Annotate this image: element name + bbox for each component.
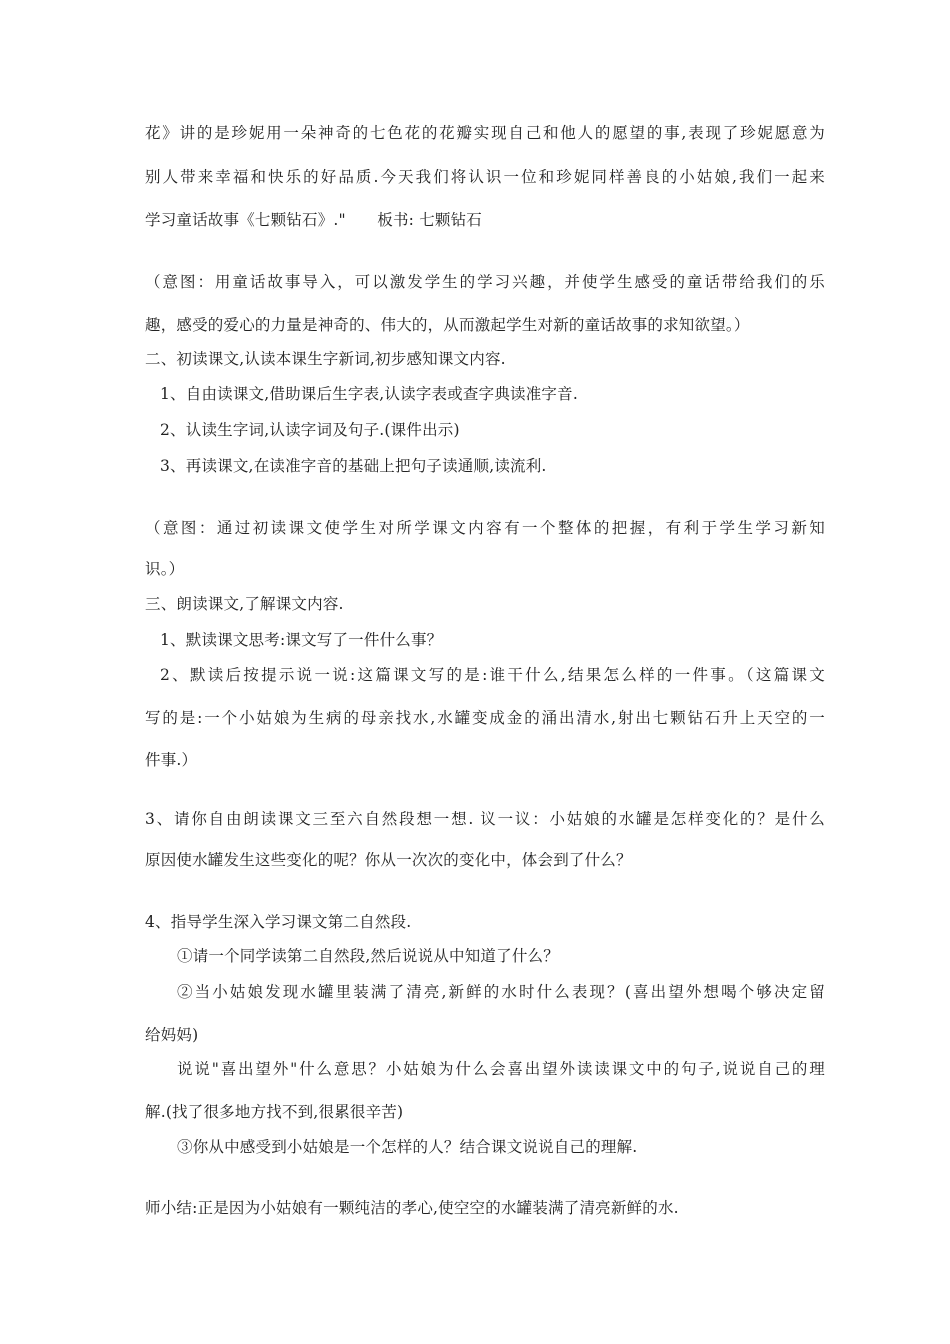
list-item: 2、默读后按提示说一说:这篇课文写的是:谁干什么,结果怎么样的一件事。（这篇课文	[160, 666, 825, 684]
intent-note-line: 趣，感受的爱心的力量是神奇的、伟大的，从而激起学生对新的童话故事的求知欲望。）	[145, 316, 750, 334]
paragraph-line: 3、请你自由朗读课文三至六自然段想一想. 议一议：小姑娘的水罐是怎样变化的？是什么	[145, 810, 825, 828]
list-item: 2、认读生字词,认读字词及句子.(课件出示)	[160, 421, 460, 439]
paragraph-line: 解.(找了很多地方找不到,很累很辛苦)	[145, 1103, 404, 1121]
paragraph-line: 说说"喜出望外"什么意思？小姑娘为什么会喜出望外读读课文中的句子,说说自己的理	[177, 1060, 825, 1078]
paragraph-line: 花》讲的是珍妮用一朵神奇的七色花的花瓣实现自己和他人的愿望的事,表现了珍妮愿意为	[145, 124, 825, 142]
paragraph-line: 别人带来幸福和快乐的好品质.今天我们将认识一位和珍妮同样善良的小姑娘,我们一起来	[145, 168, 825, 186]
paragraph-line: 原因使水罐发生这些变化的呢？你从一次次的变化中，体会到了什么？	[145, 851, 632, 869]
list-item: 1、自由读课文,借助课后生字表,认读字表或查字典读准字音.	[160, 385, 578, 403]
sub-item: ③你从中感受到小姑娘是一个怎样的人？结合课文说说自己的理解.	[177, 1138, 638, 1156]
paragraph-line: 写的是:一个小姑娘为生病的母亲找水,水罐变成金的涌出清水,射出七颗钻石升上天空的一	[145, 709, 825, 727]
list-item: 1、默读课文思考:课文写了一件什么事？	[160, 631, 443, 649]
section-heading: 二、初读课文,认读本课生字新词,初步感知课文内容.	[145, 350, 506, 368]
intent-note-line: 识。）	[145, 560, 185, 578]
section-heading: 三、朗读课文,了解课文内容.	[145, 595, 344, 613]
paragraph-line: 件事.）	[145, 751, 198, 769]
sub-item: ②当小姑娘发现水罐里装满了清亮,新鲜的水时什么表现？(喜出望外想喝个够决定留	[177, 983, 825, 1001]
intent-note-line: （意图：通过初读课文使学生对所学课文内容有一个整体的把握，有利于学生学习新知	[145, 519, 825, 537]
intent-note-line: （意图：用童话故事导入，可以激发学生的学习兴趣，并使学生感受的童话带给我们的乐	[145, 273, 825, 291]
sub-item: ①请一个同学读第二自然段,然后说说从中知道了什么？	[177, 947, 559, 965]
paragraph-line: 学习童话故事《七颗钻石》." 板书: 七颗钻石	[145, 211, 483, 229]
list-item: 3、再读课文,在读准字音的基础上把句子读通顺,读流利.	[160, 457, 547, 475]
teacher-summary: 师小结:正是因为小姑娘有一颗纯洁的孝心,使空空的水罐装满了清亮新鲜的水.	[145, 1199, 679, 1217]
list-item: 4、指导学生深入学习课文第二自然段.	[145, 913, 412, 931]
paragraph-line: 给妈妈)	[145, 1026, 199, 1044]
